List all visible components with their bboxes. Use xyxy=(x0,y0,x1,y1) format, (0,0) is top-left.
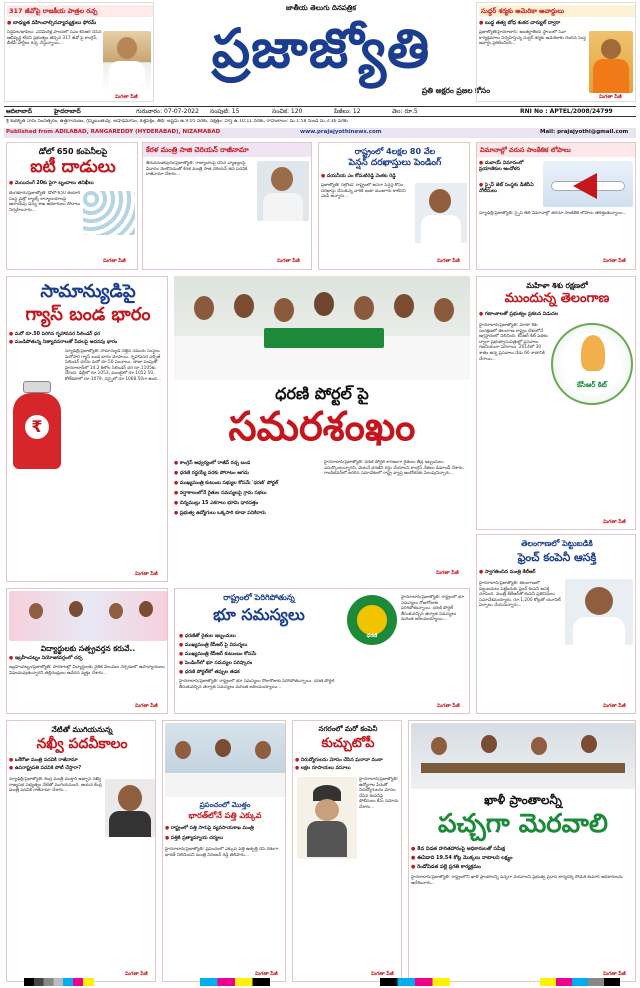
dateline-website[interactable]: www.prajajyothinews.com xyxy=(300,129,382,135)
aviation-photo xyxy=(543,161,633,207)
right-teaser-sub: ● బుద్ధ తత్వ బోధ శంకర చార్యుల్ ద్వారా xyxy=(479,19,635,27)
kuchchu-kicker: నగరంలో మరో కంపెనీ xyxy=(318,725,378,733)
pension-story[interactable] xyxy=(318,142,470,270)
pension-more[interactable]: మిగతా పేజీ xyxy=(437,258,460,264)
bharat-more[interactable]: మిగతా పేజీ xyxy=(255,971,278,977)
left-teaser-body: సిద్ధిపేట/ఖాపీలు: ఎనిమిదేళ్ల పాలనలో సీఎం కేసీఆర్ చేసిన అభివృద్ధి లేదని ప్రభుత్వం తెచ్చిన 317 జీవో పై కాంగ్రెస్, బీజేపీ పార్టీలు రచ్చ చేస్తున్నాయి... xyxy=(7,30,102,47)
mahila-kicker: మహిళా శిశు రక్షణలో xyxy=(526,281,588,290)
green-body: హైదరాబాద్/ప్రజాజ్యోతి: రాష్ట్రంలోని ఖాళీ ప్రాంతాలన్నీ పచ్చగా మెరవాలని ప్రభుత్వ ప్రధాన కార్యదర్శి సోమేశ్ కుమార్ అధికారులను ఆదేశించారు... xyxy=(411,875,623,886)
naqvi-headline: నఖ్వీ పదవీకాలం xyxy=(36,736,128,752)
mahila-headline: ముందున్న తెలంగాణ xyxy=(504,291,610,306)
it-raids-more[interactable]: మిగతా పేజీ xyxy=(103,258,126,264)
aviation-story[interactable] xyxy=(476,142,636,270)
bharat-kicker: ప్రపంచంలో మొత్తం xyxy=(199,801,251,809)
land-headline: భూ సమస్యలు xyxy=(213,605,305,624)
dateline-panchang: శ్రీ శుభకృత్ నామ సంవత్సరం, ఉత్తరాయణం, గ్రీష్మఋతువు, ఆషాఢమాసం, శుక్లపక్షం, తిథి: అష్టమి ఉ.9:05 వరకు, నక్షత్రం: హస్త ఉ.10:11 వరకు, రాహుకాలం: మ.1:58 నుండి మ.3:36 వరకు xyxy=(6,119,348,124)
kuchchu-illustration xyxy=(297,777,357,859)
land-kicker: రాష్ట్రంలో పెరిగిపోతున్న xyxy=(223,593,295,602)
mahila-body: హైదరాబాద్/ప్రజాజ్యోతి: మాతా శిశు సంరక్షణలో తెలంగాణ రాష్ట్రం దేశంలోనే అగ్రస్థానంలో నిలిచింది. కేసీఆర్ కిట్ పథకం ద్వారా ప్రభుత్వాసుపత్రుల్లో ప్రసవాలు గణనీయంగా పెరిగాయి. 2014లో 30 శాతం ఉన్న ప్రసవాలు నేడు 66 శాతానికి చేరాయి... xyxy=(479,323,548,362)
green-headline: పచ్చగా మెరవాలి xyxy=(438,809,608,839)
kerala-photo xyxy=(257,161,309,221)
land-bullet-4: ● పెండింగ్‌లో భూ సమస్యల పరిష్కారం xyxy=(179,660,339,668)
right-teaser-more[interactable]: మిగతా పేజీ xyxy=(599,94,622,100)
left-teaser-more[interactable]: మిగతా పేజీ xyxy=(115,94,138,100)
dharani-bullet-2: ● ధరణి రద్దయ్యే వరకు పోరాటం ఆగదు xyxy=(174,470,320,478)
land-bullet-2: ● ముఖ్యమంత్రి కేసీఆర్ పై విమర్శలు xyxy=(179,642,339,650)
dharani-bullet-6: ● ప్రభుత్వ ఉద్యోగులు ఒక్కసారి కూడా పనికిరారు xyxy=(174,510,320,518)
bharat-story[interactable] xyxy=(162,720,286,982)
french-more[interactable]: మిగతా పేజీ xyxy=(603,703,626,709)
french-kicker: తెలంగాణలో పెట్టుబడికి xyxy=(521,539,593,548)
left-teaser[interactable] xyxy=(4,2,154,102)
left-teaser-sub: ● బాధ్యుత వహించాల్సినవ్యాన్ముక్తులు ఫోరమ్ xyxy=(7,19,153,27)
students-story[interactable] xyxy=(6,588,168,714)
masthead-motto: ప్రతి అక్షరం ప్రజల కోసం xyxy=(421,86,490,95)
dateline-volume: సంపుటి: 15 xyxy=(210,108,240,115)
kuchchu-more[interactable]: మిగతా పేజీ xyxy=(371,971,394,977)
gas-headline-1: సామాన్యుడిపై xyxy=(40,281,136,302)
bharat-photo xyxy=(165,723,285,797)
right-teaser-body: ప్రజాజ్యోతి/హైదరాబాద్: అంతర్జాతీయ స్థాయిలో సేవా కార్యక్రమాలు నిర్వహిస్తున్న సుద్ధర్ శర్మకు అమెరికాకు చెందిన సంస్థ అవార్డు ప్రకటించింది... xyxy=(479,30,587,47)
pension-body: ప్రజాజ్యోతి/ నల్గొండ: రాష్ట్రంలో ఆసరా పెన్షన్ల కోసం దరఖాస్తు చేసుకున్న వారికి ఇంకా మంజూరు కాలేదని ఎంపీ అన్నారు... xyxy=(321,183,406,200)
color-bar-mid-2 xyxy=(380,978,450,986)
dateline xyxy=(0,106,640,142)
french-body: హైదరాబాద్/ప్రజాజ్యోతి: తెలంగాణలో పెట్టుబడులు పెట్టేందుకు ఫ్రెంచ్ కంపెనీ ఆసక్తి చూపింది. మంత్రి కేటీఆర్‌తో కంపెనీ ప్రతినిధులు సమావేశమయ్యారు. రూ.1,200 కోట్లతో యూనిట్ ఏర్పాటు చేయనున్నారు... xyxy=(479,581,561,609)
pension-sub: ● దయనీయ ఎం కోమటిరెడ్డి వెంకట రెడ్డి xyxy=(321,173,469,181)
land-more[interactable]: మిగతా పేజీ xyxy=(437,703,460,709)
students-photo xyxy=(9,591,167,641)
gas-bullet-2: ● మండిపోతున్న నిత్యావసరాలతో పేదలపై అదనపు భారం xyxy=(9,339,167,347)
pension-photo xyxy=(415,183,467,243)
dharani-photo xyxy=(174,276,470,380)
dharani-bullet-5: ● చిన్నముల్లు 15 ఎకరాలు భూమి ధారదత్తం xyxy=(174,500,320,508)
aviation-body: న్యూఢిల్లీ/ప్రజాజ్యోతి: స్పైస్ జెట్ విమానాల్లో తరచూ సాంకేతిక లోపాలు తలెత్తుతున్నాయి... xyxy=(479,211,627,216)
it-raids-kicker: డోలో 650 కంపెనీలపై xyxy=(38,147,108,156)
french-headline: ఫ్రెంచ్ కంపెనీ ఆసక్తి xyxy=(517,551,597,564)
color-bar-mid xyxy=(200,978,270,986)
aviation-headline: విమానాల్లో వరుస సాంకేతిక లోపాలు xyxy=(477,143,636,157)
dateline-published: Published from ADILABAD, RANGAREDDY (HYDERABAD), NIZAMABAD xyxy=(6,129,221,135)
gas-story[interactable] xyxy=(6,276,168,582)
land-bullet-5: ● ధరణి పోర్టల్‌లో తప్పుల తడక xyxy=(179,669,339,677)
students-body: ఇబ్రహీంపట్నం/ప్రజాజ్యోతి: పాఠశాలల్లో విద్యార్థులకు నైతిక విలువలు నేర్పడంలో ఉపాధ్యాయులు విఫలమవుతున్నారని తల్లిదండ్రులు ఆవేదన వ్యక్తం చేశారు... xyxy=(9,665,165,676)
naqvi-body: న్యూఢిల్లీ/ప్రజాజ్యోతి: కేంద్ర మంత్రి ముక్తార్ అబ్బాస్ నఖ్వీ రాజ్యసభ సభ్యత్వం నేటితో ముగియనుంది. ఆయన కేంద్ర మంత్రి పదవికి రాజీనామా చేశారు... xyxy=(9,777,102,794)
pension-headline: పెన్షన్ దరఖాస్తులు పెండింగ్ xyxy=(348,158,442,168)
aviation-bullet-1: ● దుబాయ్ విమానంలో ప్రయాణికుల ఆందోళన xyxy=(479,161,539,173)
right-teaser-photo xyxy=(589,31,633,93)
kerala-story[interactable] xyxy=(142,142,312,270)
aviation-bullet-2: ● స్పైస్ జెట్ సంస్థకు డీజీసీఏ నోటీసులు xyxy=(479,183,539,195)
french-photo xyxy=(565,579,633,645)
mahila-sub: ● గణాంకాలతో ప్రభుత్వం ప్రకటన విడుదల xyxy=(479,311,635,319)
color-bar-right xyxy=(540,978,620,986)
dateline-edition: హైదరాబాద్ xyxy=(54,108,81,115)
kuchchu-headline: కుచ్చుటోపీ xyxy=(321,736,375,751)
mahila-more[interactable]: మిగతా పేజీ xyxy=(603,519,626,525)
naqvi-photo xyxy=(105,779,155,837)
dharani-more[interactable]: మిగతా పేజీ xyxy=(436,570,459,576)
gas-bullet-1: ● మరో రూ.50 పెరిగిన గృహావసర సిలిండర్ ధర xyxy=(9,331,167,339)
kuchchu-story[interactable] xyxy=(292,720,402,982)
green-bullet-3: ● రెండోవిడత పల్లె ప్రగతి కార్యక్రమం xyxy=(411,863,635,871)
left-teaser-heading: 317 జీవోపై రాజకీయ పాత్రల రచ్చ xyxy=(7,5,153,17)
students-headline: విద్యార్థులకు సత్ప్రవర్తన కరువే.. xyxy=(40,644,136,653)
kuchchu-body: హైదరాబాద్/ప్రజాజ్యోతి: ఉద్యోగాల పేరుతో నిరుద్యోగులను మోసం చేసిన కంపెనీపై పోలీసులు కేసు నమోదు చేశారు... xyxy=(359,777,399,810)
dateline-mail[interactable]: Mail: prajajyothi@gmail.com xyxy=(540,129,629,135)
color-bar-left xyxy=(24,978,94,986)
dharani-bullet-3: ● ముఖ్యమంత్రి కుటుంబ సభ్యుల కోసమే 'ధరణి' పోర్టల్ xyxy=(174,480,320,488)
rupee-icon: ₹ xyxy=(25,415,49,439)
dharani-body: హైదరాబాద్/ప్రజాజ్యోతి: ధరణి పోర్టల్ కారణంగా రైతులు తీవ్ర ఇబ్బందులు ఎదుర్కొంటున్నారని, వెంటనే ధరణిని రద్దు చేయాలని కాంగ్రెస్ నేతలు డిమాండ్ చేశారు. గాంధీభవన్‌లో జరిగిన సమావేశంలో రాష్ట్ర వ్యాప్త ఆందోళనకు పిలుపునిచ్చారు... xyxy=(324,460,465,477)
french-story[interactable] xyxy=(476,534,636,714)
green-more[interactable]: మిగతా పేజీ xyxy=(603,971,626,977)
naqvi-story[interactable] xyxy=(6,720,156,982)
it-raids-body: బెంగళూరు/ప్రజాజ్యోతి: డోలో-650 తయారీ సంస్థ మైక్రో ల్యాబ్స్ కార్యాలయాలపై ఆదాయపు పన్ను శాఖ అధికారులు సోదాలు నిర్వహించారు... xyxy=(9,191,81,213)
gas-more[interactable]: మిగతా పేజీ xyxy=(135,571,158,577)
naqvi-bullet-1: ● ఒకేరోజు మంత్రి పదవికి రాజీనామా xyxy=(9,757,155,765)
dharani-logo xyxy=(347,595,397,645)
naqvi-more[interactable]: మిగతా పేజీ xyxy=(125,971,148,977)
naqvi-bullet-2: ● ఉపరాష్ట్రపతి పదవికి పోటీ చేస్తారా? xyxy=(9,765,155,773)
pension-kicker: రాష్ట్రంలో 4లక్షల 80 వేల xyxy=(354,147,436,156)
masthead xyxy=(0,0,640,105)
kerala-body: తిరువనంతపురం/ప్రజాజ్యోతి: రాజ్యాంగంపై చేసిన వ్యాఖ్యలపై వివాదం నెలకొనడంతో కేరళ మంత్రి సాజి చెరియన్ తన పదవికి రాజీనామా చేశారు... xyxy=(146,161,248,178)
masthead-tagline: జాతీయ తెలుగు దినపత్రిక xyxy=(286,4,356,12)
green-photo xyxy=(411,723,635,789)
dateline-pages: పేజీలు: 12 xyxy=(334,108,361,115)
land-bullet-3: ● ముఖ్యమంత్రి కేసీఆర్ కుటుంబం కోసమే xyxy=(179,651,339,659)
it-raids-photo xyxy=(83,191,135,235)
kuchchu-bullet-1: ● నిరుద్యోగులను మోసం చేసిన ఘరానా ముఠా xyxy=(295,757,401,765)
dateline-city: ఆదిలాబాద్ xyxy=(6,108,32,115)
bharat-bullet-1: ● రాష్ట్రంలో పత్తి సాగుపై వ్యవసాయశాఖ మంత్రి xyxy=(165,825,285,833)
dateline-date: గురువారం: 07-07-2022 xyxy=(136,108,199,115)
dateline-rni: RNI No : APTEL/2008/24799 xyxy=(520,108,613,115)
land-body: హైదరాబాద్/ప్రజాజ్యోతి: రాష్ట్రంలో భూ సమస్యలు రోజురోజుకు పెరిగిపోతున్నాయి. ధరణి పోర్టల్ తీసుకువచ్చిన తర్వాత సమస్యలు మరింత జఠిలమయ్యాయి... xyxy=(179,679,335,690)
green-bullet-2: ● ఈఏడాది 19.54 కోట్ల మొక్కలు నాటాలని లక్ష్యం xyxy=(411,854,635,862)
kcr-kit-logo xyxy=(551,323,633,405)
mahila-story[interactable] xyxy=(476,276,636,530)
students-sub: ● ఇబ్రహీంపట్నం నియోజకవర్గంలో చర్చ xyxy=(9,655,167,663)
gas-body: న్యూఢిల్లీ/ప్రజాజ్యోతి: సామాన్యుడి నెత్తిన చమురు సంస్థలు మరోసారి గ్యాస్ బండ భారం మోపాయి. గృహావసర ఎల్పీజీ సిలిండర్ ధరను మరో రూ.50 పెంచాయి. తాజా పెంపుతో హైదరాబాద్‌లో 14.2 కిలోల సిలిండర్ ధర రూ.1105కు చేరింది. ఢిల్లీలో రూ.1053, ముంబైలో రూ.1052.50, కోల్‌కతాలో రూ.1079, చెన్నైలో రూ.1068.50గా ఉంది... xyxy=(65,349,162,382)
students-more[interactable]: మిగతా పేజీ xyxy=(135,703,158,709)
left-teaser-photo xyxy=(103,31,151,93)
land-body-2: హైదరాబాద్/ప్రజాజ్యోతి: రాష్ట్రంలో భూ సమస్యలు రోజురోజుకు పెరిగిపోతున్నాయి. ధరణి పోర్టల్ తీసుకువచ్చిన తర్వాత సమస్యలు మరింత జఠిలమయ్యాయి... xyxy=(401,595,465,623)
dharani-kicker: ధరణి పోర్టల్ పై xyxy=(275,384,369,403)
right-teaser-heading: సుద్ధర్ శర్మకు అమెరికా అవార్డులు xyxy=(479,5,635,17)
green-story[interactable] xyxy=(408,720,636,982)
dateline-issue: సంచిక: 120 xyxy=(272,108,303,115)
dharani-logo-label: ధరణి xyxy=(366,633,378,639)
kcr-kit-label: కేసీఆర్ కిట్ xyxy=(577,381,607,389)
kerala-more[interactable]: మిగతా పేజీ xyxy=(277,258,300,264)
bharat-body: హైదరాబాద్/ప్రజాజ్యోతి: ప్రపంచంలో ఎక్కువ పత్తి ఉత్పత్తి చేసే దేశంగా భారత్ నిలిచిందని మంత్రి నిరంజన్ రెడ్డి తెలిపారు... xyxy=(165,847,279,858)
gas-headline-2: గ్యాస్ బండ భారం xyxy=(25,304,151,325)
dharani-bullet-4: ● వర్షాకాలంలోనే రైతుల సమస్యలపై గ్రామ సభలు xyxy=(174,490,320,498)
dateline-price: వెల: రూ.5 xyxy=(392,108,418,115)
aviation-more[interactable]: మిగతా పేజీ xyxy=(603,258,626,264)
french-sub: ● స్వాగతించిన మంత్రి కేటీఆర్ xyxy=(479,569,635,577)
dharani-story[interactable] xyxy=(174,276,470,582)
bharat-bullet-2: ● పత్తికి ప్రత్యామ్నాయ చర్యలు xyxy=(165,835,285,843)
land-story[interactable] xyxy=(174,588,470,714)
green-bullet-1: ● 8వ విడత హరితహారంపై అధికారులతో సమీక్ష xyxy=(411,845,635,853)
dharani-bullet-1: ● కాంగ్రెస్ ఆధ్వర్యంలో రాజీవ్ రచ్చ బండ xyxy=(174,460,320,468)
kuchchu-bullet-2: ● లక్షల రూపాయలు వసూలు xyxy=(295,765,401,773)
it-raids-story[interactable] xyxy=(6,142,138,270)
bharat-headline: భారత్‌లోనే పత్తి ఎక్కువ xyxy=(188,811,262,820)
it-raids-sub: ● మెయినంగే 20కు పైగా బృందాలు తనిఖీలు xyxy=(9,180,137,188)
gas-cylinder-image xyxy=(11,381,63,471)
kerala-headline: కేరళ మంత్రి సాజి చెరియన్ రాజీనామా xyxy=(143,143,312,157)
land-bullet-1: ● ధరణితో రైతుల ఇబ్బందులు xyxy=(179,633,339,641)
dharani-headline: సమరశంఖం xyxy=(228,404,416,450)
masthead-title: ప్రజాజ్యోతి xyxy=(211,17,431,80)
naqvi-kicker: నేటితో ముగియనున్న xyxy=(51,725,113,734)
it-raids-headline: ఐటీ దాడులు xyxy=(30,157,116,177)
green-kicker: ఖాళీ ప్రాంతాలన్నీ xyxy=(484,793,562,807)
right-teaser[interactable] xyxy=(476,2,636,102)
